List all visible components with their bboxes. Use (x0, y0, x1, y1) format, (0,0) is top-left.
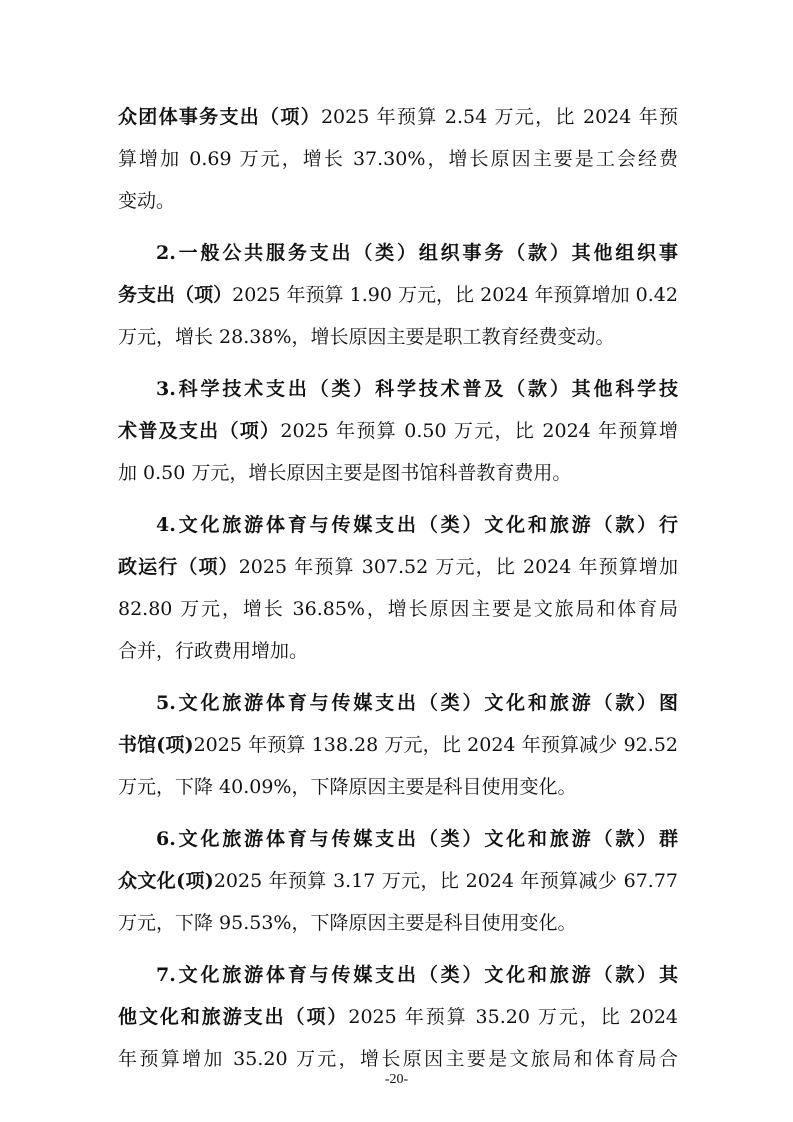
bold-heading: 4.文化旅游体育与传媒支出（类）文化和旅游（款）行 (156, 514, 678, 536)
text-line (118, 996, 678, 1038)
bold-heading: 众团体事务支出（项） (118, 106, 321, 128)
text-line (118, 588, 678, 630)
body-text: 82.80 万元，增长 36.85%，增长原因主要是文旅局和体育局 (118, 598, 678, 620)
body-text: 2025 年预算 3.17 万元，比 2024 年预算减少 67.77 (213, 870, 678, 892)
document-body (118, 96, 678, 1080)
paragraph (118, 504, 678, 672)
paragraph (118, 232, 678, 358)
text-line (118, 860, 678, 902)
bold-heading: 3.科学技术支出（类）科学技术普及（款）其他科学技 (156, 378, 678, 400)
text-line (118, 410, 678, 452)
text-line (118, 902, 678, 944)
text-line (118, 274, 678, 316)
paragraph (118, 368, 678, 494)
bold-heading: 7.文化旅游体育与传媒支出（类）文化和旅游（款）其 (156, 964, 678, 986)
paragraph (118, 96, 678, 222)
bold-heading: 众文化(项) (118, 870, 214, 892)
body-text: 2025 年预算 1.90 万元，比 2024 年预算增加 0.42 (232, 284, 678, 306)
body-text: 变动。 (118, 190, 176, 212)
bold-heading: 书馆(项) (118, 734, 194, 756)
text-line (118, 766, 678, 808)
text-line (118, 954, 678, 996)
text-line (118, 316, 678, 358)
bold-heading: 政运行（项） (118, 556, 239, 578)
text-line (118, 682, 678, 724)
paragraph (118, 682, 678, 808)
text-line (118, 96, 678, 138)
body-text: 2025 年预算 35.20 万元，比 2024 (348, 1006, 678, 1028)
bold-heading: 6.文化旅游体育与传媒支出（类）文化和旅游（款）群 (156, 828, 678, 850)
bold-heading: 5.文化旅游体育与传媒支出（类）文化和旅游（款）图 (156, 692, 678, 714)
paragraph (118, 818, 678, 944)
paragraph (118, 954, 678, 1080)
text-line (118, 630, 678, 672)
text-line (118, 724, 678, 766)
body-text: 万元，增长 28.38%，增长原因主要是职工教育经费变动。 (118, 326, 615, 348)
text-line (118, 452, 678, 494)
text-line (118, 138, 678, 180)
text-line (118, 818, 678, 860)
body-text: 2025 年预算 307.52 万元，比 2024 年预算增加 (238, 556, 678, 578)
text-line (118, 546, 678, 588)
body-text: 2025 年预算 2.54 万元，比 2024 年预 (320, 106, 678, 128)
body-text: 合并，行政费用增加。 (118, 640, 309, 662)
text-line (118, 368, 678, 410)
body-text: 2025 年预算 0.50 万元，比 2024 年预算增 (280, 420, 678, 442)
text-line (118, 504, 678, 546)
body-text: 万元，下降 95.53%，下降原因主要是科目使用变化。 (118, 912, 577, 934)
bold-heading: 务支出（项） (118, 284, 233, 306)
body-text: 年预算增加 35.20 万元，增长原因主要是文旅局和体育局合 (118, 1048, 678, 1070)
text-line (118, 232, 678, 274)
page-number: -20- (384, 1072, 409, 1087)
body-text: 万元，下降 40.09%，下降原因主要是科目使用变化。 (118, 776, 577, 798)
text-line (118, 180, 678, 222)
bold-heading: 他文化和旅游支出（项） (118, 1006, 349, 1028)
bold-heading: 2.一般公共服务支出（类）组织事务（款）其他组织事 (156, 242, 678, 264)
body-text: 算增加 0.69 万元，增长 37.30%，增长原因主要是工会经费 (118, 148, 678, 170)
bold-heading: 术普及支出（项） (118, 420, 281, 442)
body-text: 2025 年预算 138.28 万元，比 2024 年预算减少 92.52 (193, 734, 678, 756)
body-text: 加 0.50 万元，增长原因主要是图书馆科普教育费用。 (118, 462, 572, 484)
